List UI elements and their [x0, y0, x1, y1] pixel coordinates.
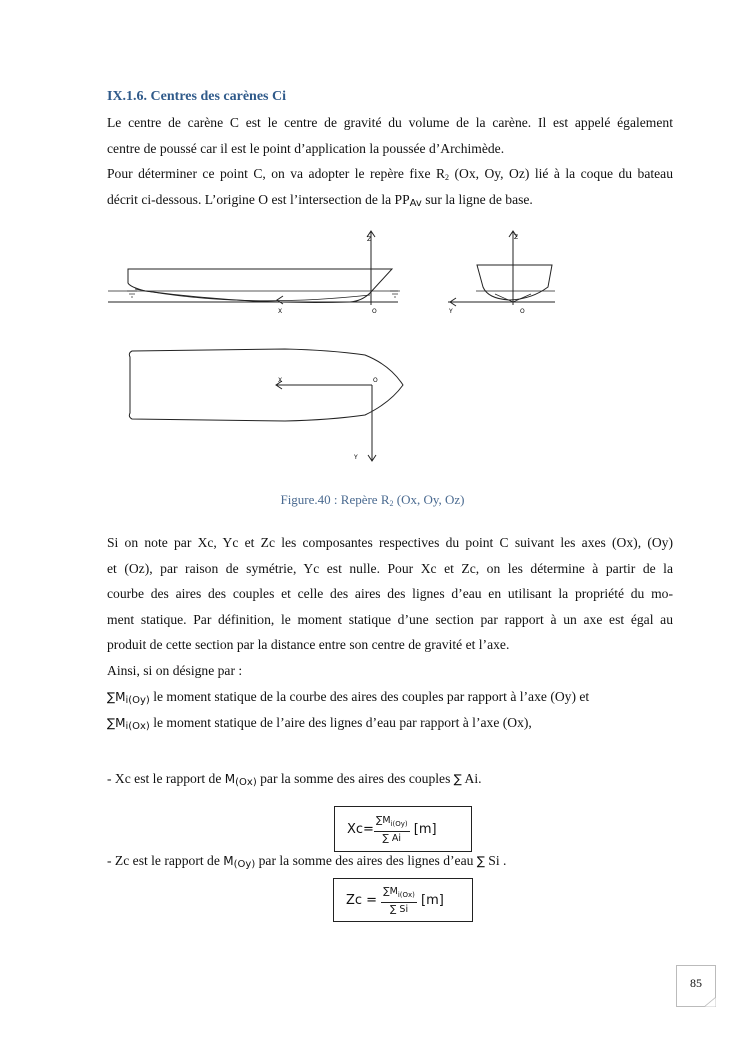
definition-moy: [107, 689, 673, 705]
side-profile-view: [108, 231, 400, 305]
para1-line2: centre de poussé car il est le point d’application la poussée d’Archimède.: [107, 141, 505, 156]
waterline-symbol-left: [127, 291, 137, 297]
zc-numerator-sym: ∑M: [383, 886, 398, 897]
zc-formula-box: [333, 878, 473, 922]
para1-line3-b: (Ox, Oy, Oz) lié à la coque du bateau: [449, 166, 673, 181]
o-label-front: O: [520, 308, 525, 315]
zc-numerator: [381, 886, 417, 903]
caption-text-a: Figure.40 : Repère R: [280, 492, 390, 507]
para1-line4-b: sur la ligne de base.: [421, 192, 533, 207]
y-label-front: Y: [449, 308, 453, 315]
y-label-plan: Y: [354, 454, 358, 461]
o-label-side: O: [372, 308, 377, 315]
xc-unit: [m]: [409, 821, 437, 837]
caption-subscript: 2: [389, 499, 394, 508]
zc-text-a: - Zc est le rapport de: [107, 853, 224, 868]
section-heading: IX.1.6. Centres des carènes Ci: [107, 89, 286, 104]
definition-moy-text: le moment statique de la courbe des aires des couples par rapport à l’axe (Oy) et: [149, 689, 590, 704]
x-arrow-side: [277, 296, 283, 304]
xc-text-c: Ai.: [461, 771, 482, 786]
z-label-front: Z: [514, 234, 519, 241]
figure-caption: [0, 492, 745, 508]
zc-text-c: Si .: [484, 853, 507, 868]
para2-line3: courbe des aires des couples et celle des aires des lignes d’eau en utilisant la propriété du mo-: [107, 586, 673, 601]
sum-m-symbol: ∑M: [107, 690, 126, 704]
xc-text-a: - Xc est le rapport de: [107, 771, 225, 786]
plan-view: [129, 349, 403, 461]
zc-denominator: ∑ Si: [390, 903, 409, 915]
sum-m-symbol: ∑M: [107, 716, 126, 730]
para2-line6: Ainsi, si on désigne par :: [107, 663, 243, 678]
para2-line5: produit de cette section par la distance entre son centre de gravité et l’axe.: [107, 637, 510, 652]
page-number-box: [676, 965, 716, 1007]
zc-formula-lhs: Zc =: [346, 892, 382, 908]
zc-m-subscript: (Oy): [233, 859, 256, 870]
hull-section: [477, 265, 552, 300]
sum-symbol: ∑: [453, 772, 462, 786]
sum-symbol: ∑: [476, 854, 485, 868]
definition-mox: [107, 715, 673, 731]
xc-fraction: [374, 815, 410, 844]
sum-m-subscript: i(Ox): [125, 721, 150, 732]
zc-text-b: par la somme des aires des lignes d’eau: [255, 853, 477, 868]
xc-denominator: ∑ Ai: [382, 832, 402, 844]
zc-numerator-sub: i(Ox): [397, 890, 415, 899]
para2-line1: Si on note par Xc, Yc et Zc les composantes respectives du point C suivant les axes (Ox), (Oy): [107, 535, 673, 550]
xc-m: M: [224, 772, 236, 786]
zc-fraction: [381, 886, 417, 915]
page-number: 85: [690, 976, 702, 990]
z-label-side: Z: [367, 236, 372, 243]
xc-bullet: [107, 771, 673, 787]
x-label-side: X: [278, 308, 283, 315]
hull-profile: [128, 269, 392, 303]
sum-m-subscript: i(Oy): [125, 695, 150, 706]
waterline-symbol-right: [390, 291, 400, 297]
page-curl-icon: [704, 997, 716, 1007]
o-label-plan: O: [373, 377, 378, 384]
r2-subscript: 2: [445, 173, 450, 182]
zc-unit: [m]: [416, 892, 444, 908]
xc-formula-lhs: Xc=: [347, 821, 374, 837]
definition-mox-text: le moment statique de l’aire des lignes d’eau par rapport à l’axe (Ox),: [149, 715, 532, 730]
pp-av-subscript: Av: [409, 198, 422, 209]
para2-line4: ment statique. Par définition, le moment statique d’une section par rapport à un axe est égal au: [107, 612, 673, 627]
para1-line4-a: décrit ci-dessous. L’origine O est l’intersection de la PP: [107, 192, 410, 207]
para2-line2: et (Oz), par raison de symétrie, Yc est nulle. Pour Xc et Zc, on les détermine à partir de la: [107, 561, 673, 576]
xc-numerator-sym: ∑M: [375, 815, 391, 826]
para1-line1: Le centre de carène C est le centre de gravité du volume de la carène. Il est appelé également: [107, 115, 673, 130]
para1-line4: [107, 192, 673, 208]
para1-line3: [107, 166, 673, 182]
para1-line3-a: Pour déterminer ce point C, on va adopter le repère fixe R: [107, 166, 446, 181]
caption-text-b: (Ox, Oy, Oz): [393, 492, 465, 507]
x-label-plan: X: [278, 377, 283, 384]
hull-reference-figure: [100, 225, 580, 470]
front-section-view: [448, 231, 555, 306]
zc-bullet: [107, 853, 673, 869]
xc-text-b: par la somme des aires des couples: [256, 771, 454, 786]
xc-numerator: [374, 815, 410, 832]
xc-numerator-sub: i(Oy): [390, 819, 408, 828]
xc-m-subscript: (Ox): [235, 777, 257, 788]
zc-m: M: [223, 854, 234, 868]
xc-formula-box: [334, 806, 472, 852]
